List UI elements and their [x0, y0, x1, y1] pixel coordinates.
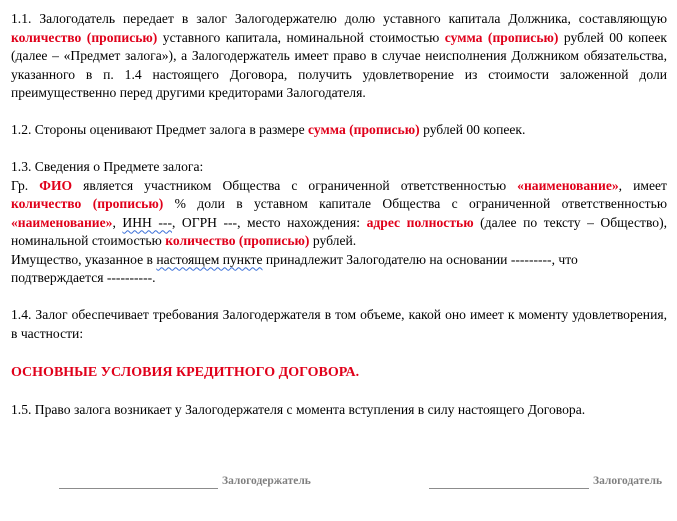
clause-1-3-text: Гр. — [11, 177, 40, 193]
clause-1-1-text: рублей 00 копеек (далее – «Предмет залога»), а Залогодержатель имеет право в случае неисполнения Должником обязательства, указанного в п. 1.4 настоящего Договора, получить удовлетворение из стоимости заложенной доли преимущественно перед другими кредиторами Залогодателя. — [11, 29, 667, 100]
clause-1-1-text: 1.1. Залогодатель передает в залог Залогодержателю долю уставного капитала Должника, составляющую — [11, 11, 667, 26]
clause-1-3-text: рублей. — [309, 233, 357, 248]
spacer — [11, 288, 667, 307]
clause-1-2 — [11, 121, 667, 140]
placeholder-nominal-sum: сумма (прописью) — [444, 29, 559, 45]
clause-1-3-text: (далее по тексту – Общество), номинальной стоимостью — [11, 214, 668, 248]
signature-line-pledgeholder[interactable] — [59, 488, 218, 489]
spacer — [11, 140, 667, 159]
clause-1-5: 1.5. Право залога возникает у Залогодержателя с момента вступления в силу настоящего Договора. — [11, 401, 586, 417]
placeholder-company-name: «наименование» — [517, 177, 619, 193]
clause-1-3-title: 1.3. Сведения о Предмете залога: — [11, 159, 204, 174]
signature-label-pledgeholder: Залогодержатель — [222, 475, 311, 487]
section-heading: ОСНОВНЫЕ УСЛОВИЯ КРЕДИТНОГО ДОГОВОРА. — [11, 364, 360, 380]
clause-1-2-text: рублей 00 копеек. — [419, 122, 526, 137]
clause-1-4: 1.4. Залог обеспечивает требования Залогодержателя в том объеме, какой оно имеет к моменту удовлетворения, в частности: — [11, 307, 667, 341]
clause-1-1-text: уставного капитала, номинальной стоимостью — [157, 29, 445, 45]
signature-label-pledgor: Залогодатель — [593, 475, 663, 487]
clause-1-3-text: , — [112, 214, 123, 230]
placeholder-share-quantity: количество (прописью) — [11, 29, 158, 45]
placeholder-nominal-value: количество (прописью) — [165, 233, 310, 248]
placeholder-share-percent: количество (прописью) — [11, 196, 164, 211]
clause-1-3-property-text: принадлежит Залогодателю на основании ---------, что подтверждается ----------. — [11, 251, 578, 285]
signature-line-pledgor[interactable] — [429, 488, 589, 489]
spacer — [11, 103, 667, 122]
signature-block — [0, 474, 677, 494]
clause-1-3-text: является участником Общества с ограниченной ответственностью — [72, 177, 518, 193]
clause-1-3-property-text: Имущество, указанное в — [11, 251, 157, 267]
clause-1-3-property — [11, 251, 667, 288]
spacer — [11, 343, 667, 362]
placeholder-company-name: «наименование» — [11, 214, 113, 230]
placeholder-full-address: адрес полностью — [366, 214, 474, 230]
clause-1-3-text: , ОГРН ---, место нахождения: — [171, 214, 367, 230]
clause-1-3-body — [11, 177, 667, 251]
clause-1-2-text: 1.2. Стороны оценивают Предмет залога в размере — [11, 122, 309, 137]
clause-1-3-text: , имеет — [618, 177, 667, 193]
clause-1-3-text: % доли в уставном капитале Общества с ограниченной ответственностью — [163, 196, 667, 211]
inn-text: ИНН --- — [122, 214, 172, 230]
placeholder-valuation-sum: сумма (прописью) — [308, 122, 420, 137]
property-reference-text: настоящем пункте — [156, 251, 263, 267]
spacer — [11, 382, 667, 401]
placeholder-fio: ФИО — [39, 177, 73, 193]
clause-1-1 — [11, 10, 667, 103]
